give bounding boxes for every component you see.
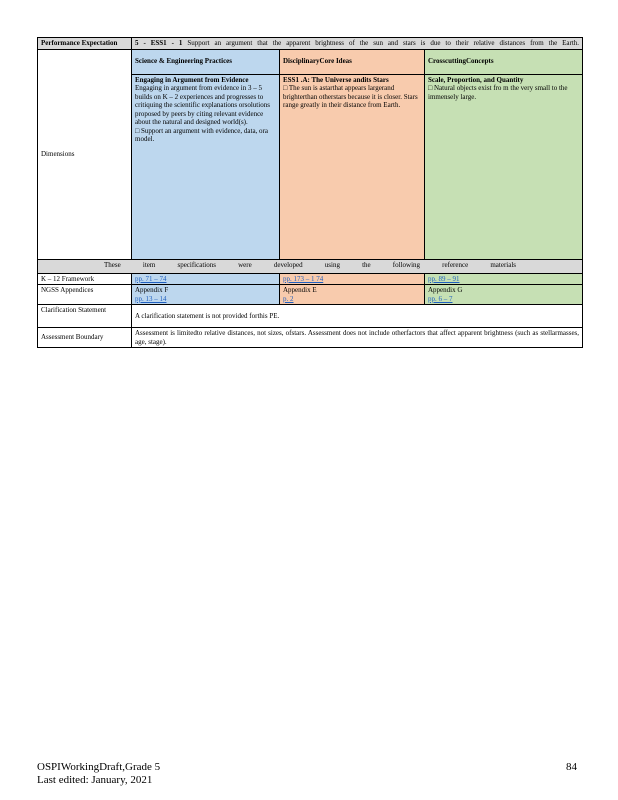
- ngss-dci-link[interactable]: p. 2: [283, 294, 294, 303]
- k12-dci-cell: [280, 273, 425, 285]
- ngss-dci-cell: [280, 285, 425, 305]
- ccc-bullet-text: Natural objects exist fro m the very small to the immensely large.: [428, 84, 568, 101]
- ccc-bullet-item: [428, 84, 579, 101]
- k12-ccc-link[interactable]: pp. 89 – 91: [428, 274, 460, 283]
- footer-edited-line: Last edited: January, 2021: [37, 774, 153, 786]
- dci-title: ESS1 .A: The Universe andits Stars: [283, 75, 389, 84]
- square-bullet-icon: □: [283, 84, 288, 92]
- k12-ccc-cell: [425, 273, 583, 285]
- ngss-sep-link[interactable]: pp. 13 – 14: [135, 294, 167, 303]
- page-number: 84: [566, 761, 577, 773]
- k12-label: K – 12 Framework: [38, 273, 132, 285]
- pe-label: Performance Expectation: [38, 38, 132, 50]
- pe-code: 5 - ESS1 - 1: [135, 39, 188, 47]
- reference-note-row: [38, 259, 583, 273]
- sep-bullet-text: Support an argument with evidence, data, ora model.: [135, 126, 268, 143]
- ngss-sep-cell: [132, 285, 280, 305]
- sep-header: Science & Engineering Practices: [132, 49, 280, 74]
- ccc-cell: [425, 74, 583, 259]
- dci-header: DisciplinaryCore Ideas: [280, 49, 425, 74]
- k12-sep-link[interactable]: pp. 71 – 74: [135, 274, 167, 283]
- clarification-row: [38, 305, 583, 328]
- footer: [37, 761, 160, 787]
- reference-note: These item specifications were developed using the following reference materials: [38, 259, 583, 273]
- assessment-boundary-row: [38, 328, 583, 348]
- dci-bullet-item: [283, 84, 421, 110]
- dimensions-header-row: [38, 49, 583, 74]
- performance-expectation-row: [38, 38, 583, 50]
- square-bullet-icon: □: [428, 84, 433, 92]
- ngss-ccc-link[interactable]: pp. 6 – 7: [428, 294, 453, 303]
- square-bullet-icon: □: [135, 126, 140, 135]
- ngss-dci-appendix: Appendix E: [283, 286, 317, 294]
- ngss-label: NGSS Appendices: [38, 285, 132, 305]
- ngss-appendices-row: [38, 285, 583, 305]
- sep-bullet-item: [135, 127, 276, 144]
- clarification-text: A clarification statement is not provided forthis PE.: [132, 305, 583, 328]
- ngss-ccc-appendix: Appendix G: [428, 286, 463, 294]
- pe-description: Support an argument that the apparent brightness of the sun and stars is due to their relative distances from the Earth.: [187, 39, 580, 47]
- ccc-header: CrosscuttingConcepts: [425, 49, 583, 74]
- ngss-sep-appendix: Appendix F: [135, 286, 169, 294]
- dimensions-label: Dimensions: [38, 49, 132, 259]
- sep-body: Engaging in argument from evidence in 3 – 5 builds on K – 2 experiences and progresses to critiquing the scientific explanations orsolutions proposed by peers by citing relevant evidence about the natural and designed world(s).: [135, 84, 270, 126]
- pe-text: [132, 38, 583, 50]
- k12-dci-link[interactable]: pp. 173 – 1 74: [283, 274, 324, 283]
- k12-sep-cell: [132, 273, 280, 285]
- ccc-title: Scale, Proportion, and Quantity: [428, 75, 524, 84]
- clarification-label: Clarification Statement: [38, 305, 132, 328]
- sep-cell: [132, 74, 280, 259]
- sep-title: Engaging in Argument from Evidence: [135, 75, 249, 84]
- k12-framework-row: [38, 273, 583, 285]
- boundary-label: Assessment Boundary: [38, 328, 132, 348]
- ngss-ccc-cell: [425, 285, 583, 305]
- boundary-text: Assessment is limitedto relative distances, not sizes, ofstars. Assessment does not include otherfactors that affect apparent brightness (such as stellarmasses, age, stage).: [132, 328, 583, 348]
- dci-cell: [280, 74, 425, 259]
- dci-bullet-text: The sun is astarthat appears largerand brighterthan otherstars because it is closer. Stars range greatly in their distance from Earth.: [283, 84, 418, 109]
- footer-draft-line: OSPIWorkingDraft,Grade 5: [37, 761, 161, 773]
- item-specification-table: [37, 37, 583, 348]
